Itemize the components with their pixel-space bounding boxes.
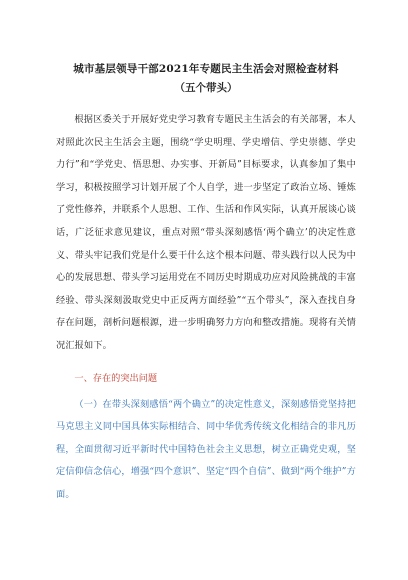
section-paragraph: （一）在带头深刻感悟“两个确立”的决定性意义，深刻感悟党坚持把马克思主义同中国具体实际相结合、同中华优秀传统文化相结合的非凡历程，全面贯彻习近平新时代中国特色社会主义思想，树立正确党史观，坚定信仰信念信心，增强“四个意识”、坚定“四个自信”、做到“两个维护”方面。 bbox=[56, 398, 356, 500]
document-subtitle: （五个带头） bbox=[174, 82, 238, 94]
intro-paragraph: 根据区委关于开展好党史学习教育专题民主生活会的有关部署，本人对照此次民主生活会主题，围绕“学史明理、学史增信、学史崇德、学史力行”和“学党史、悟思想、办实事、开新局”目标要求，认真参加了集中学习，积极按照学习计划开展了个人自学，进一步坚定了政治立场、锤炼了党性修养，并联系个人思想、工作、生活和作风实际，认真开展谈心谈话，广泛征求意见建议，重点对照“带头深刻感悟‘两个确立’的决定性意义、带头牢记我们党是什么要干什么这个根本问题、带头践行以人民为中心的发展思想、带头学习运用党在不同历史时期成功应对风险挑战的丰富经验、带头深刻汲取党史中正反两方面经验”“五个带头”，深入查找自身存在问题，剖析问题根源，进一步明确努力方向和整改措施。现将有关情况汇报如下。 bbox=[56, 114, 356, 351]
section-heading: 一、存在的突出问题 bbox=[74, 372, 158, 384]
document-title: 城市基层领导干部2021年专题民主生活会对照检查材料 bbox=[73, 63, 339, 75]
